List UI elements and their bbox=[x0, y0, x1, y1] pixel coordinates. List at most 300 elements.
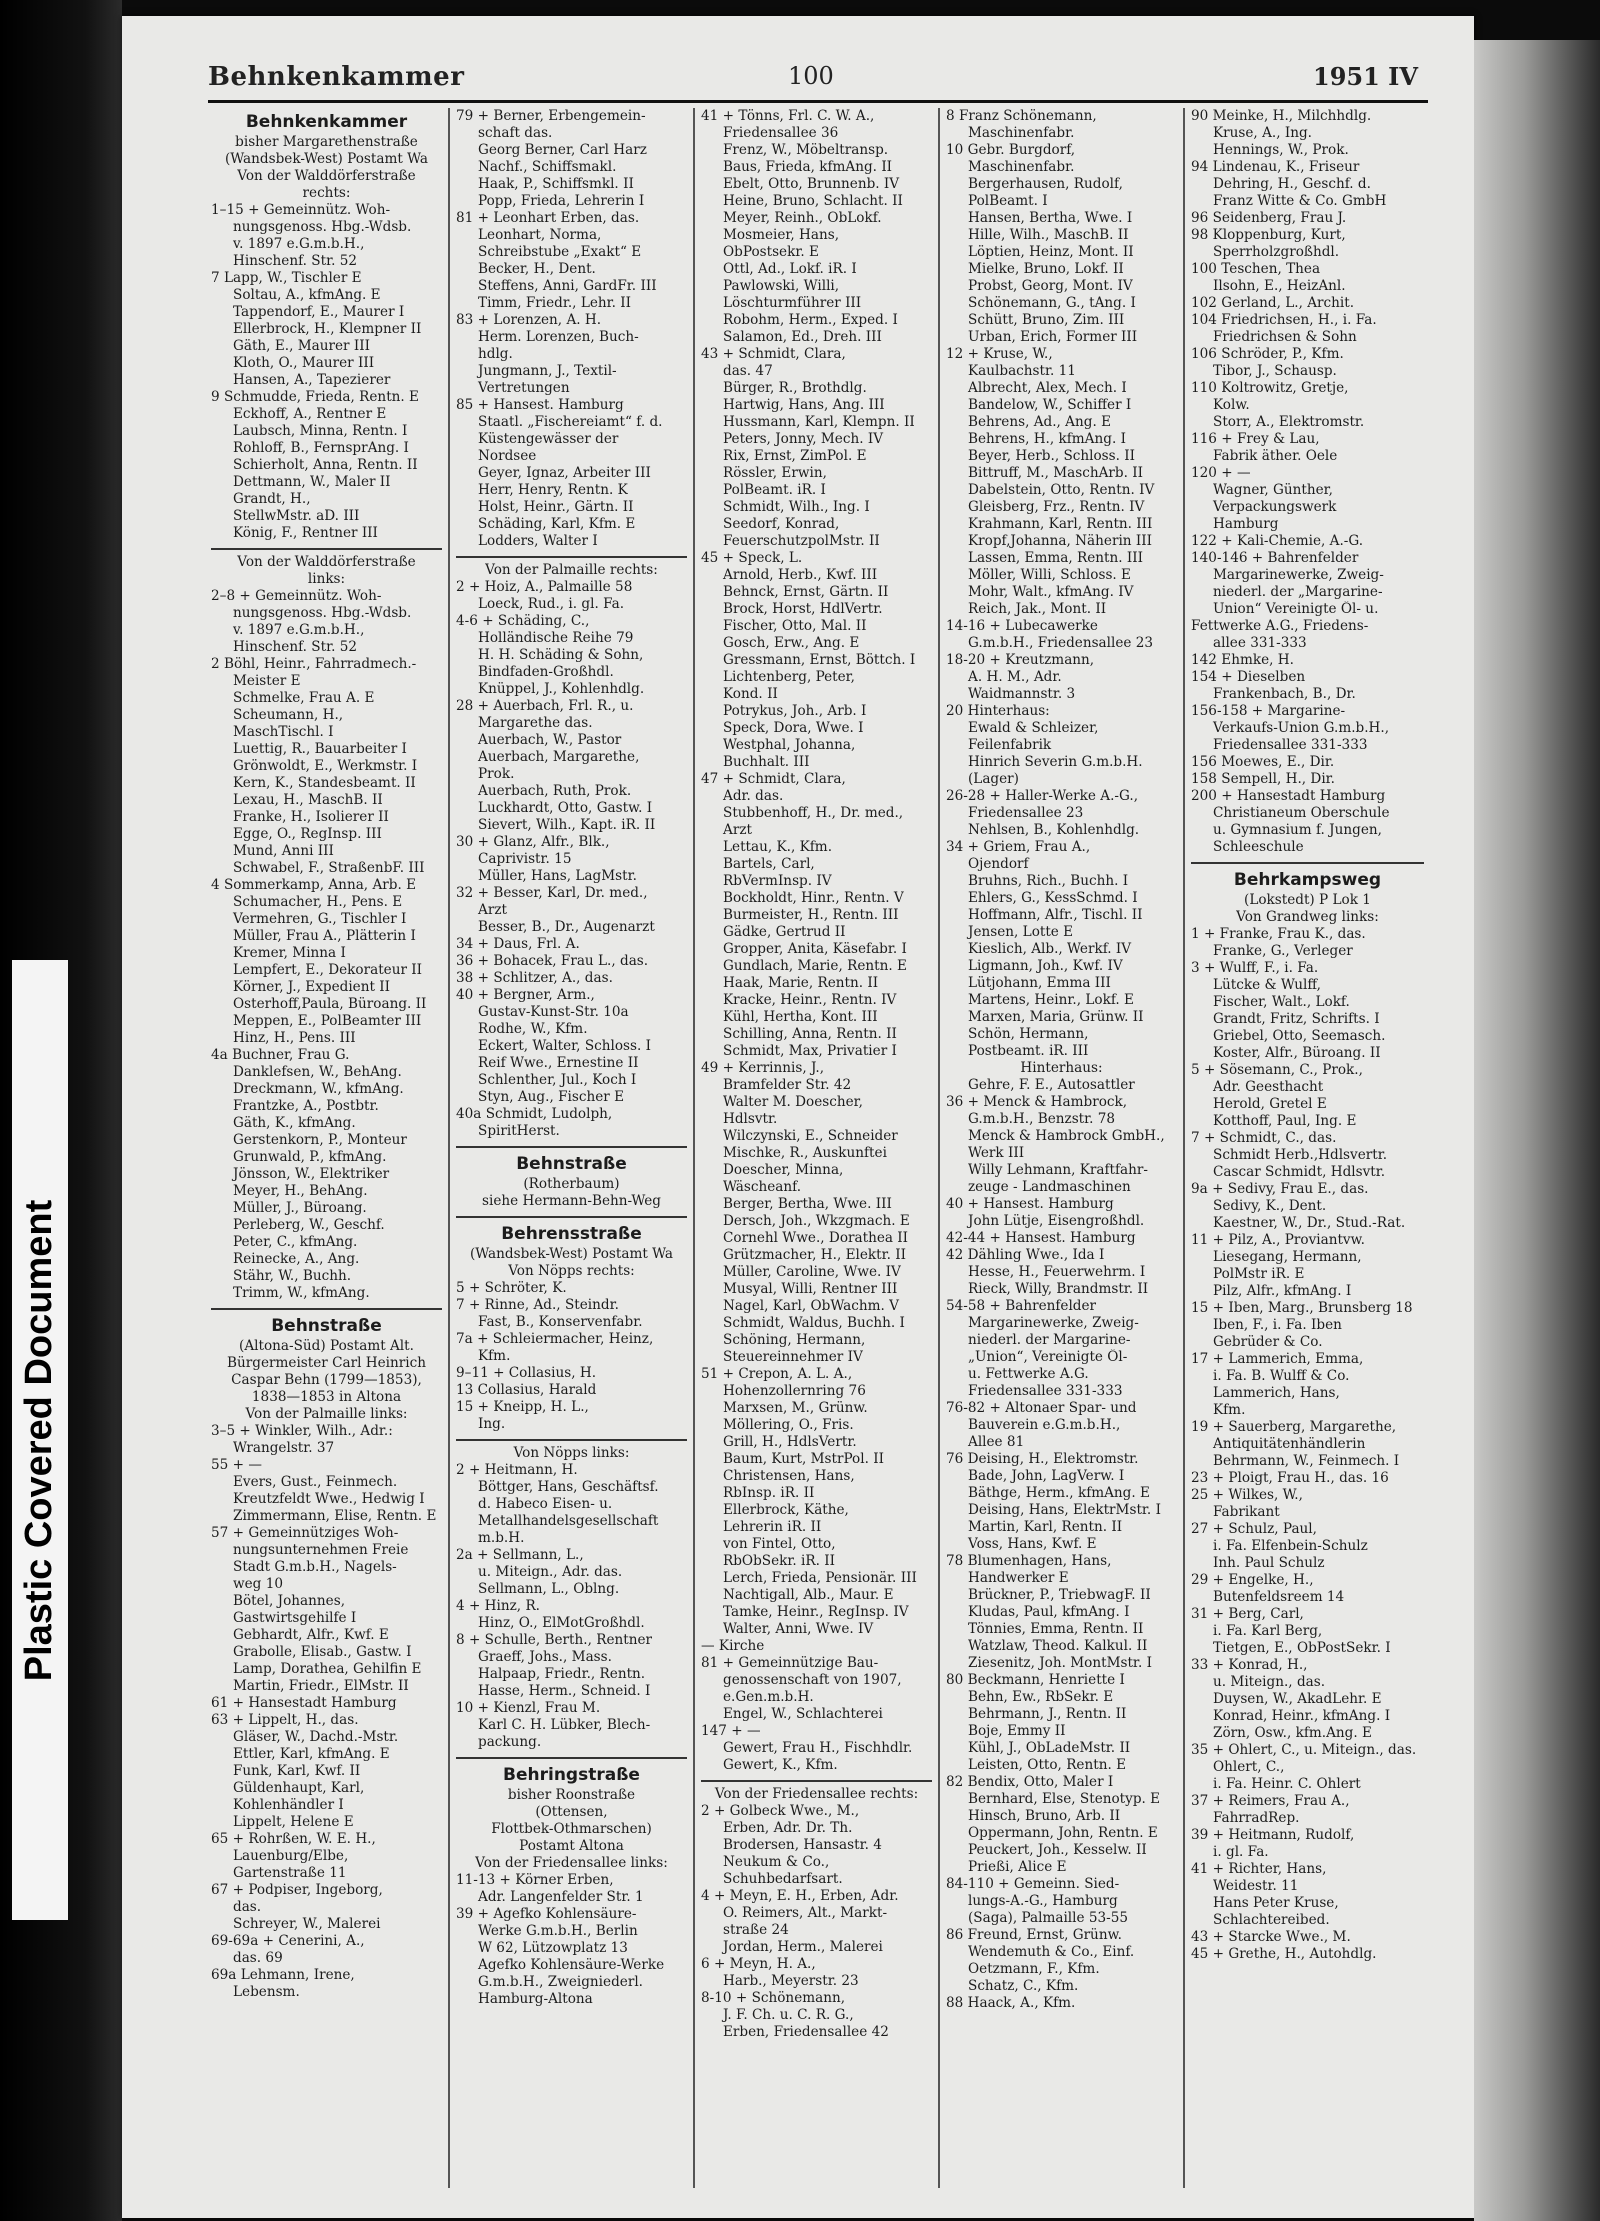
directory-entry: Griebel, Otto, Seemasch. bbox=[1213, 1028, 1386, 1044]
directory-entry: Styn, Aug., Fischer E bbox=[478, 1089, 625, 1105]
directory-entry: 98 Kloppenburg, Kurt, bbox=[1191, 227, 1346, 243]
directory-entry: Kloth, O., Maurer III bbox=[233, 355, 375, 371]
directory-entry: Zörn, Osw., kfm.Ang. E bbox=[1213, 1725, 1372, 1741]
directory-entry: Christensen, Hans, bbox=[723, 1468, 855, 1484]
directory-entry: Friedensallee 36 bbox=[723, 125, 839, 141]
directory-entry: 2 + Golbeck Wwe., M., bbox=[701, 1803, 860, 1819]
directory-entry: 85 + Hansest. Hamburg bbox=[456, 397, 624, 413]
directory-entry: 10 + Kienzl, Frau M. bbox=[456, 1700, 601, 1716]
directory-entry: ObPostsekr. E bbox=[723, 244, 819, 260]
directory-entry: PolBeamt. iR. I bbox=[723, 482, 826, 498]
directory-entry: Werk III bbox=[968, 1145, 1025, 1161]
directory-entry: Vermehren, G., Tischler I bbox=[233, 911, 407, 927]
directory-entry: Rieck, Willy, Brandmstr. II bbox=[968, 1281, 1149, 1297]
directory-entry: Gosch, Erw., Ang. E bbox=[723, 635, 860, 651]
next-page-edge bbox=[1474, 40, 1600, 2221]
directory-entry: Tietgen, E., ObPostSekr. I bbox=[1213, 1640, 1391, 1656]
directory-entry: Knüppel, J., Kohlenhdlg. bbox=[478, 681, 645, 697]
directory-entry: Kaulbachstr. 11 bbox=[968, 363, 1076, 379]
directory-entry: RbVermInsp. IV bbox=[723, 873, 832, 889]
directory-entry: 90 Meinke, H., Milchhdlg. bbox=[1191, 108, 1372, 124]
directory-entry: 63 + Lippelt, H., das. bbox=[211, 1712, 359, 1728]
directory-entry: Konrad, Heinr., kfmAng. I bbox=[1213, 1708, 1391, 1724]
directory-entry: Margarethe das. bbox=[478, 715, 593, 731]
directory-entry: 8 Franz Schönemann, bbox=[946, 108, 1097, 124]
directory-entry: Burmeister, H., Rentn. III bbox=[723, 907, 899, 923]
directory-entry: Geyer, Ignaz, Arbeiter III bbox=[478, 465, 651, 481]
directory-entry: Arzt bbox=[723, 822, 752, 838]
directory-entry: Ebelt, Otto, Brunnenb. IV bbox=[723, 176, 900, 192]
directory-entry: Kruse, A., Ing. bbox=[1213, 125, 1312, 141]
directory-entry: 158 Sempell, H., Dir. bbox=[1191, 771, 1335, 787]
directory-entry: Schönemann, G., tAng. I bbox=[968, 295, 1136, 311]
directory-entry: Herr, Henry, Rentn. K bbox=[478, 482, 628, 498]
street-heading: Behnstraße bbox=[516, 1154, 627, 1174]
directory-entry: Ellerbrock, Käthe, bbox=[723, 1502, 849, 1518]
directory-entry: 4-6 + Schäding, C., bbox=[456, 613, 590, 629]
directory-entry: Jensen, Lotte E bbox=[968, 924, 1074, 940]
directory-entry: genossenschaft von 1907, bbox=[723, 1672, 902, 1688]
directory-entry: Hinz, O., ElMotGroßhdl. bbox=[478, 1615, 645, 1631]
directory-entry: Brodersen, Hansastr. 4 bbox=[723, 1837, 882, 1853]
directory-entry: Gehre, F. E., Autosattler bbox=[968, 1077, 1135, 1093]
directory-entry: Hussmann, Karl, Klempn. II bbox=[723, 414, 915, 430]
directory-entry: Schreibstube „Exakt“ E bbox=[478, 244, 642, 260]
directory-entry: 42 Dähling Wwe., Ida I bbox=[946, 1247, 1105, 1263]
section-note: siehe Hermann-Behn-Weg bbox=[482, 1193, 661, 1209]
directory-entry: Hinrich Severin G.m.b.H. bbox=[968, 754, 1143, 770]
directory-entry: Tibor, J., Schausp. bbox=[1213, 363, 1337, 379]
section-note: (Wandsbek-West) Postamt Wa bbox=[224, 151, 429, 167]
directory-entry: Gustav-Kunst-Str. 10a bbox=[478, 1004, 629, 1020]
directory-entry: Gastwirtsgehilfe I bbox=[233, 1610, 357, 1626]
directory-entry: 76-82 + Altonaer Spar- und bbox=[946, 1400, 1137, 1416]
directory-entry: Arnold, Herb., Kwf. III bbox=[723, 567, 878, 583]
directory-entry: Vertretungen bbox=[478, 380, 570, 396]
directory-entry: Kohlenhändler I bbox=[233, 1797, 344, 1813]
directory-entry: PolMstr iR. E bbox=[1213, 1266, 1305, 1282]
directory-entry: Hille, Wilh., MaschB. II bbox=[968, 227, 1129, 243]
directory-entry: Reinecke, A., Ang. bbox=[233, 1251, 360, 1267]
directory-entry: Waidmannstr. 3 bbox=[968, 686, 1076, 702]
directory-entry: 4 + Meyn, E. H., Erben, Adr. bbox=[701, 1888, 899, 1904]
directory-entry: G.m.b.H., Friedensallee 23 bbox=[968, 635, 1154, 651]
directory-entry: Ligmann, Joh., Kwf. IV bbox=[968, 958, 1123, 974]
street-heading: Behnkenkammer bbox=[245, 112, 408, 132]
directory-entry: Adr. Langenfelder Str. 1 bbox=[478, 1889, 644, 1905]
directory-entry: Berger, Bertha, Wwe. III bbox=[723, 1196, 892, 1212]
directory-entry: 34 + Daus, Frl. A. bbox=[456, 936, 580, 952]
directory-entry: Ziesenitz, Joh. MontMstr. I bbox=[968, 1655, 1152, 1671]
directory-entry: Meister E bbox=[233, 673, 301, 689]
directory-entry: 55 + — bbox=[211, 1457, 262, 1473]
directory-entry: Haak, Marie, Rentn. II bbox=[723, 975, 879, 991]
directory-entry: Friedensallee 331-333 bbox=[968, 1383, 1123, 1399]
directory-entry: u. Miteign., das. bbox=[1213, 1674, 1326, 1690]
directory-entry: 69a Lehmann, Irene, bbox=[211, 1967, 355, 1983]
directory-entry: Schilling, Anna, Rentn. II bbox=[723, 1026, 897, 1042]
directory-entry: Robohm, Herm., Exped. I bbox=[723, 312, 898, 328]
directory-entry: O. Reimers, Alt., Markt- bbox=[723, 1905, 888, 1921]
section-note: bisher Roonstraße bbox=[507, 1787, 636, 1803]
directory-entry: Lütcke & Wulff, bbox=[1213, 977, 1321, 993]
directory-entry: PolBeamt. I bbox=[968, 193, 1048, 209]
directory-entry: Sievert, Wilh., Kapt. iR. II bbox=[478, 817, 656, 833]
directory-entry: Koster, Alfr., Büroang. II bbox=[1213, 1045, 1381, 1061]
directory-entry: Holst, Heinr., Gärtn. II bbox=[478, 499, 634, 515]
directory-entry: Storr, A., Elektromstr. bbox=[1213, 414, 1365, 430]
section-note: Von Nöpps links: bbox=[513, 1445, 630, 1461]
directory-entry: Luettig, R., Bauarbeiter I bbox=[233, 741, 407, 757]
directory-entry: Reif Wwe., Ernestine II bbox=[478, 1055, 639, 1071]
section-rule bbox=[456, 1146, 687, 1148]
directory-entry: Behrmann, J., Rentn. II bbox=[968, 1706, 1127, 1722]
directory-entry: Hans Peter Kruse, bbox=[1213, 1895, 1339, 1911]
directory-entry: niederl. der „Margarine- bbox=[1213, 584, 1383, 600]
directory-entry: 142 Ehmke, H. bbox=[1191, 652, 1294, 668]
directory-entry: Dersch, Joh., Wkzgmach. E bbox=[723, 1213, 910, 1229]
section-note: Von der Palmaille links: bbox=[245, 1406, 408, 1422]
directory-entry: Martin, Karl, Rentn. II bbox=[968, 1519, 1123, 1535]
directory-entry: Nordsee bbox=[478, 448, 537, 464]
directory-entry: 88 Haack, A., Kfm. bbox=[946, 1995, 1076, 2011]
directory-entry: 43 + Schmidt, Clara, bbox=[701, 346, 846, 362]
section-note: Von der Palmaille rechts: bbox=[485, 562, 658, 578]
directory-entry: Hoffmann, Alfr., Tischl. II bbox=[968, 907, 1143, 923]
directory-entry: Lexau, H., MaschB. II bbox=[233, 792, 383, 808]
directory-entry: Baus, Frieda, kfmAng. II bbox=[723, 159, 893, 175]
directory-entry: 2a + Sellmann, L., bbox=[456, 1547, 584, 1563]
directory-entry: 7 + Rinne, Ad., Steindr. bbox=[456, 1297, 619, 1313]
directory-entry: Walter M. Doescher, bbox=[723, 1094, 863, 1110]
directory-entry: 82 Bendix, Otto, Maler I bbox=[946, 1774, 1114, 1790]
directory-entry: Schmidt, Waldus, Buchh. I bbox=[723, 1315, 905, 1331]
directory-entry: 65 + Rohrßen, W. E. H., bbox=[211, 1831, 376, 1847]
directory-entry: J. F. Ch. u. C. R. G., bbox=[723, 2007, 854, 2023]
directory-entry: Scheumann, H., bbox=[233, 707, 344, 723]
directory-entry: 3–5 + Winkler, Wilh., Adr.: bbox=[211, 1423, 393, 1439]
directory-entry: das. 47 bbox=[723, 363, 773, 379]
directory-entry: Müller, Caroline, Wwe. IV bbox=[723, 1264, 901, 1280]
directory-entry: Prok. bbox=[478, 766, 515, 782]
directory-entry: Bauverein e.G.m.b.H., bbox=[968, 1417, 1121, 1433]
directory-entry: 81 + Gemeinnützige Bau- bbox=[701, 1655, 879, 1671]
directory-entry: 29 + Engelke, H., bbox=[1191, 1572, 1314, 1588]
directory-entry: Hinschenf. Str. 52 bbox=[233, 639, 358, 655]
directory-entry: 78 Blumenhagen, Hans, bbox=[946, 1553, 1112, 1569]
section-note: 1838—1853 in Altona bbox=[251, 1389, 402, 1405]
directory-entry: (Saga), Palmaille 53-55 bbox=[968, 1910, 1129, 1926]
directory-entry: A. H. M., Adr. bbox=[968, 669, 1062, 685]
directory-entry: Martens, Heinr., Lokf. E bbox=[968, 992, 1134, 1008]
directory-entry: Hasse, Herm., Schneid. I bbox=[478, 1683, 651, 1699]
directory-entry: Franke, H., Isolierer II bbox=[233, 809, 389, 825]
directory-entry: Eckhoff, A., Rentner E bbox=[233, 406, 387, 422]
directory-entry: Kfm. bbox=[1213, 1402, 1246, 1418]
directory-entry: Agefko Kohlensäure-Werke bbox=[478, 1957, 665, 1973]
directory-entry: 57 + Gemeinnütziges Woh- bbox=[211, 1525, 399, 1541]
directory-entry: Fischer, Otto, Mal. II bbox=[723, 618, 867, 634]
directory-entry: 200 + Hansestadt Hamburg bbox=[1191, 788, 1386, 804]
directory-entry: G.m.b.H., Benzstr. 78 bbox=[968, 1111, 1116, 1127]
directory-entry: Oppermann, John, Rentn. E bbox=[968, 1825, 1158, 1841]
directory-entry: Handwerker E bbox=[968, 1570, 1069, 1586]
directory-entry: Lassen, Emma, Rentn. III bbox=[968, 550, 1143, 566]
directory-entry: Herold, Gretel E bbox=[1213, 1096, 1327, 1112]
directory-entry: Cornehl Wwe., Dorathea II bbox=[723, 1230, 909, 1246]
directory-entry: Hamburg bbox=[1213, 516, 1279, 532]
directory-entry: Mohr, Walt., kfmAng. IV bbox=[968, 584, 1134, 600]
directory-entry: 54-58 + Bahrenfelder bbox=[946, 1298, 1097, 1314]
directory-entry: Werke G.m.b.H., Berlin bbox=[478, 1923, 638, 1939]
directory-entry: Dabelstein, Otto, Rentn. IV bbox=[968, 482, 1155, 498]
section-rule bbox=[1191, 862, 1424, 864]
directory-entry: Müller, Hans, LagMstr. bbox=[478, 868, 637, 884]
directory-entry: Westphal, Johanna, bbox=[723, 737, 856, 753]
directory-entry: Kaestner, W., Dr., Stud.-Rat. bbox=[1213, 1215, 1406, 1231]
directory-entry: Böttger, Hans, Geschäftsf. bbox=[478, 1479, 659, 1495]
directory-entry: Friedensallee 23 bbox=[968, 805, 1084, 821]
section-rule bbox=[456, 1439, 687, 1441]
directory-entry: Marxsen, M., Grünw. bbox=[723, 1400, 868, 1416]
directory-entry: 110 Koltrowitz, Gretje, bbox=[1191, 380, 1349, 396]
directory-entry: Grabolle, Elisab., Gastw. I bbox=[233, 1644, 412, 1660]
directory-entry: Graeff, Johs., Mass. bbox=[478, 1649, 612, 1665]
directory-entry: Gläser, W., Dachd.-Mstr. bbox=[233, 1729, 399, 1745]
directory-entry: Watzlaw, Theod. Kalkul. II bbox=[968, 1638, 1148, 1654]
directory-entry: 83 + Lorenzen, A. H. bbox=[456, 312, 602, 328]
directory-entry: 11 + Pilz, A., Proviantvw. bbox=[1191, 1232, 1365, 1248]
directory-entry: Margarinewerke, Zweig- bbox=[968, 1315, 1139, 1331]
directory-entry: Behrens, Ad., Ang. E bbox=[968, 414, 1112, 430]
section-rule bbox=[701, 1780, 932, 1782]
directory-entry: 156-158 + Margarine- bbox=[1191, 703, 1346, 719]
directory-entry: König, F., Rentner III bbox=[233, 525, 378, 541]
directory-entry: hdlg. bbox=[478, 346, 513, 362]
directory-entry: 100 Teschen, Thea bbox=[1191, 261, 1321, 277]
directory-entry: Auerbach, W., Pastor bbox=[478, 732, 622, 748]
directory-entry: Dettmann, W., Maler II bbox=[233, 474, 391, 490]
directory-entry: Maschinenfabr. bbox=[968, 159, 1075, 175]
directory-entry: Friedensallee 331-333 bbox=[1213, 737, 1368, 753]
directory-entry: 26-28 + Haller-Werke A.-G., bbox=[946, 788, 1139, 804]
directory-entry: Oetzmann, F., Kfm. bbox=[968, 1961, 1100, 1977]
directory-entry: 37 + Reimers, Frau A., bbox=[1191, 1793, 1350, 1809]
directory-entry: Egge, O., RegInsp. III bbox=[233, 826, 382, 842]
directory-entry: Gleisberg, Frz., Rentn. IV bbox=[968, 499, 1145, 515]
directory-entry: Willy Lehmann, Kraftfahr- bbox=[968, 1162, 1148, 1178]
running-head-street: Behnkenkammer bbox=[208, 62, 465, 92]
directory-entry: Jungmann, J., Textil- bbox=[478, 363, 617, 379]
directory-entry: Halpaap, Friedr., Rentn. bbox=[478, 1666, 646, 1682]
directory-entry: 120 + — bbox=[1191, 465, 1251, 481]
directory-entry: Lammerich, Hans, bbox=[1213, 1385, 1340, 1401]
directory-entry: 15 + Iben, Marg., Brunsberg 18 bbox=[1191, 1300, 1413, 1316]
directory-entry: Gewert, Frau H., Fischhdlr. bbox=[723, 1740, 913, 1756]
directory-entry: 23 + Ploigt, Frau H., das. 16 bbox=[1191, 1470, 1389, 1486]
section-note: Von der Friedensallee rechts: bbox=[714, 1786, 919, 1802]
directory-entry: Maschinenfabr. bbox=[968, 125, 1075, 141]
directory-entry: Mosmeier, Hans, bbox=[723, 227, 840, 243]
directory-entry: 36 + Menck & Hambrock, bbox=[946, 1094, 1128, 1110]
directory-entry: Schlenther, Jul., Koch I bbox=[478, 1072, 637, 1088]
directory-entry: Tappendorf, E., Maurer I bbox=[233, 304, 405, 320]
directory-entry: Lichtenberg, Peter, bbox=[723, 669, 856, 685]
directory-entry: Loeck, Rud., i. gl. Fa. bbox=[478, 596, 625, 612]
directory-entry: G.m.b.H., Zweigniederl. bbox=[478, 1974, 643, 1990]
directory-entry: i. Fa. Elfenbein-Schulz bbox=[1213, 1538, 1368, 1554]
directory-entry: Hesse, H., Feuerwehrm. I bbox=[968, 1264, 1146, 1280]
directory-entry: Peters, Jonny, Mech. IV bbox=[723, 431, 884, 447]
directory-entry: Körner, J., Expedient II bbox=[233, 979, 390, 995]
directory-entry: Salamon, Ed., Dreh. III bbox=[723, 329, 882, 345]
directory-entry: Behnck, Ernst, Gärtn. II bbox=[723, 584, 889, 600]
section-note: (Wandsbek-West) Postamt Wa bbox=[469, 1246, 674, 1262]
directory-entry: Seedorf, Konrad, bbox=[723, 516, 840, 532]
directory-entry: Union“ Vereinigte Öl- u. bbox=[1213, 601, 1379, 617]
directory-entry: Albrecht, Alex, Mech. I bbox=[968, 380, 1127, 396]
directory-entry: Laubsch, Minna, Rentn. I bbox=[233, 423, 408, 439]
directory-entry: Rix, Ernst, ZimPol. E bbox=[723, 448, 867, 464]
directory-entry: 19 + Sauerberg, Margarethe, bbox=[1191, 1419, 1397, 1435]
directory-entry: 36 + Bohacek, Frau L., das. bbox=[456, 953, 649, 969]
directory-entry: Wäscheanf. bbox=[723, 1179, 802, 1195]
directory-entry: 9–11 + Collasius, H. bbox=[456, 1365, 597, 1381]
directory-entry: 11-13 + Körner Erben, bbox=[456, 1872, 614, 1888]
directory-entry: 104 Friedrichsen, H., i. Fa. bbox=[1191, 312, 1377, 328]
directory-entry: FeuerschutzpolMstr. II bbox=[723, 533, 880, 549]
directory-entry: Küstengewässer der bbox=[478, 431, 619, 447]
directory-entry: Grönwoldt, E., Werkmstr. I bbox=[233, 758, 418, 774]
directory-entry: Wrangelstr. 37 bbox=[233, 1440, 335, 1456]
directory-entry: niederl. der Margarine- bbox=[968, 1332, 1131, 1348]
directory-entry: 51 + Crepon, A. L. A., bbox=[701, 1366, 853, 1382]
directory-entry: Schmidt Herb.,Hdlsvertr. bbox=[1213, 1147, 1388, 1163]
directory-entry: Behrmann, W., Feinmech. I bbox=[1213, 1453, 1400, 1469]
directory-entry: Steuereinnehmer IV bbox=[723, 1349, 863, 1365]
directory-entry: Rössler, Erwin, bbox=[723, 465, 827, 481]
directory-entry: 147 + — bbox=[701, 1723, 761, 1739]
directory-entry: Cascar Schmidt, Hdlsvtr. bbox=[1213, 1164, 1386, 1180]
directory-entry: MaschTischl. I bbox=[233, 724, 334, 740]
directory-entry: 10 Gebr. Burgdorf, bbox=[946, 142, 1076, 158]
section-note: Von der Walddörferstraße bbox=[237, 168, 416, 184]
directory-entry: Kieslich, Alb., Werkf. IV bbox=[968, 941, 1132, 957]
directory-entry: Kremer, Minna I bbox=[233, 945, 346, 961]
directory-entry: Probst, Georg, Mont. IV bbox=[968, 278, 1133, 294]
directory-entry: 116 + Frey & Lau, bbox=[1191, 431, 1320, 447]
section-note: (Lokstedt) P Lok 1 bbox=[1244, 892, 1371, 908]
directory-entry: Fabrikant bbox=[1213, 1504, 1280, 1520]
directory-entry: Auerbach, Margarethe, bbox=[478, 749, 640, 765]
directory-entry: Erben, Friedensallee 42 bbox=[723, 2024, 889, 2040]
directory-entry: Butenfeldsreem 14 bbox=[1213, 1589, 1345, 1605]
directory-entry: 5 + Schröter, K. bbox=[456, 1280, 567, 1296]
directory-entry: m.b.H. bbox=[478, 1530, 525, 1546]
directory-entry: Dehring, H., Geschf. d. bbox=[1213, 176, 1371, 192]
directory-entry: 40a Schmidt, Ludolph, bbox=[456, 1106, 613, 1122]
street-heading: Behringstraße bbox=[503, 1765, 640, 1785]
directory-entry: Schumacher, H., Pens. E bbox=[233, 894, 403, 910]
directory-entry: Kracke, Heinr., Rentn. IV bbox=[723, 992, 897, 1008]
directory-entry: Jordan, Herm., Malerei bbox=[723, 1939, 883, 1955]
directory-entry: Ottl, Ad., Lokf. iR. I bbox=[723, 261, 857, 277]
directory-entry: 30 + Glanz, Alfr., Blk., bbox=[456, 834, 610, 850]
directory-entry: Verpackungswerk bbox=[1213, 499, 1337, 515]
directory-entry: Kropf,Johanna, Näherin III bbox=[968, 533, 1152, 549]
directory-entry: Nachtigall, Alb., Maur. E bbox=[723, 1587, 894, 1603]
directory-entry: 13 Collasius, Harald bbox=[456, 1382, 597, 1398]
directory-entry: Ohlert, C., bbox=[1213, 1759, 1285, 1775]
directory-entry: Sperrholzgroßhdl. bbox=[1213, 244, 1340, 260]
directory-entry: e.Gen.m.b.H. bbox=[723, 1689, 814, 1705]
directory-entry: Lütjohann, Emma III bbox=[968, 975, 1111, 991]
directory-entry: Meyer, Reinh., ObLokf. bbox=[723, 210, 882, 226]
directory-entry: Funk, Karl, Kwf. II bbox=[233, 1763, 361, 1779]
section-note: bisher Margarethenstraße bbox=[235, 134, 418, 150]
directory-entry: Weidestr. 11 bbox=[1213, 1878, 1299, 1894]
directory-entry: Hinsch, Bruno, Arb. II bbox=[968, 1808, 1121, 1824]
directory-entry: Becker, H., Dent. bbox=[478, 261, 596, 277]
directory-entry: 20 Hinterhaus: bbox=[946, 703, 1050, 719]
directory-entry: Lerch, Frieda, Pensionär. III bbox=[723, 1570, 917, 1586]
directory-entry: Peuckert, Joh., Kesselw. II bbox=[968, 1842, 1147, 1858]
directory-entry: Lebensm. bbox=[233, 1984, 300, 2000]
directory-entry: Haak, P., Schiffsmkl. II bbox=[478, 176, 634, 192]
directory-entry: Marxen, Maria, Grünw. II bbox=[968, 1009, 1144, 1025]
directory-entry: Möllering, O., Fris. bbox=[723, 1417, 854, 1433]
directory-entry: Postbeamt. iR. III bbox=[968, 1043, 1089, 1059]
section-note: (Rotherbaum) bbox=[523, 1176, 620, 1192]
directory-entry: 61 + Hansestadt Hamburg bbox=[211, 1695, 397, 1711]
section-note: Von der Walddörferstraße bbox=[237, 554, 416, 570]
directory-entry: Iben, F., i. Fa. Iben bbox=[1213, 1317, 1342, 1333]
directory-entry: 42-44 + Hansest. Hamburg bbox=[946, 1230, 1136, 1246]
directory-entry: 39 + Heitmann, Rudolf, bbox=[1191, 1827, 1355, 1843]
directory-entry: 7 + Schmidt, C., das. bbox=[1191, 1130, 1337, 1146]
directory-entry: H. H. Schäding & Sohn, bbox=[478, 647, 644, 663]
directory-entry: 43 + Starcke Wwe., M. bbox=[1191, 1929, 1351, 1945]
directory-entry: 4a Buchner, Frau G. bbox=[211, 1047, 350, 1063]
directory-entry: Prießi, Alice E bbox=[968, 1859, 1067, 1875]
directory-entry: 9a + Sedivy, Frau E., das. bbox=[1191, 1181, 1369, 1197]
directory-entry: von Fintel, Otto, bbox=[723, 1536, 836, 1552]
directory-entry: Urban, Erich, Former III bbox=[968, 329, 1138, 345]
directory-entry: Harb., Meyerstr. 23 bbox=[723, 1973, 859, 1989]
directory-entry: Sellmann, L., Oblng. bbox=[478, 1581, 620, 1597]
directory-entry: 12 + Kruse, W., bbox=[946, 346, 1053, 362]
directory-entry: Perleberg, W., Geschf. bbox=[233, 1217, 385, 1233]
directory-entry: Meppen, E., PolBeamter III bbox=[233, 1013, 422, 1029]
directory-entry: 25 + Wilkes, W., bbox=[1191, 1487, 1303, 1503]
directory-entry: Gewert, K., Kfm. bbox=[723, 1757, 838, 1773]
directory-entry: Fettwerke A.G., Friedens- bbox=[1191, 618, 1369, 634]
column-1 bbox=[205, 108, 450, 2188]
directory-entry: Hamburg-Altona bbox=[478, 1991, 593, 2007]
year-volume: 1951 IV bbox=[1313, 62, 1418, 91]
directory-entry: Bernhard, Else, Stenotyp. E bbox=[968, 1791, 1161, 1807]
directory-entry: Kolw. bbox=[1213, 397, 1250, 413]
directory-entry: Beyer, Herb., Schloss. II bbox=[968, 448, 1136, 464]
directory-entry: 76 Deising, H., Elektromstr. bbox=[946, 1451, 1139, 1467]
directory-entry: 49 + Kerrinnis, J., bbox=[701, 1060, 825, 1076]
directory-entry: Buchhalt. III bbox=[723, 754, 810, 770]
directory-entry: Erben, Adr. Dr. Th. bbox=[723, 1820, 853, 1836]
section-note: Flottbek-Othmarschen) bbox=[491, 1821, 652, 1837]
directory-entry: Gädke, Gertrud II bbox=[723, 924, 846, 940]
directory-entry: Mund, Anni III bbox=[233, 843, 334, 859]
directory-entry: Luckhardt, Otto, Gastw. I bbox=[478, 800, 653, 816]
